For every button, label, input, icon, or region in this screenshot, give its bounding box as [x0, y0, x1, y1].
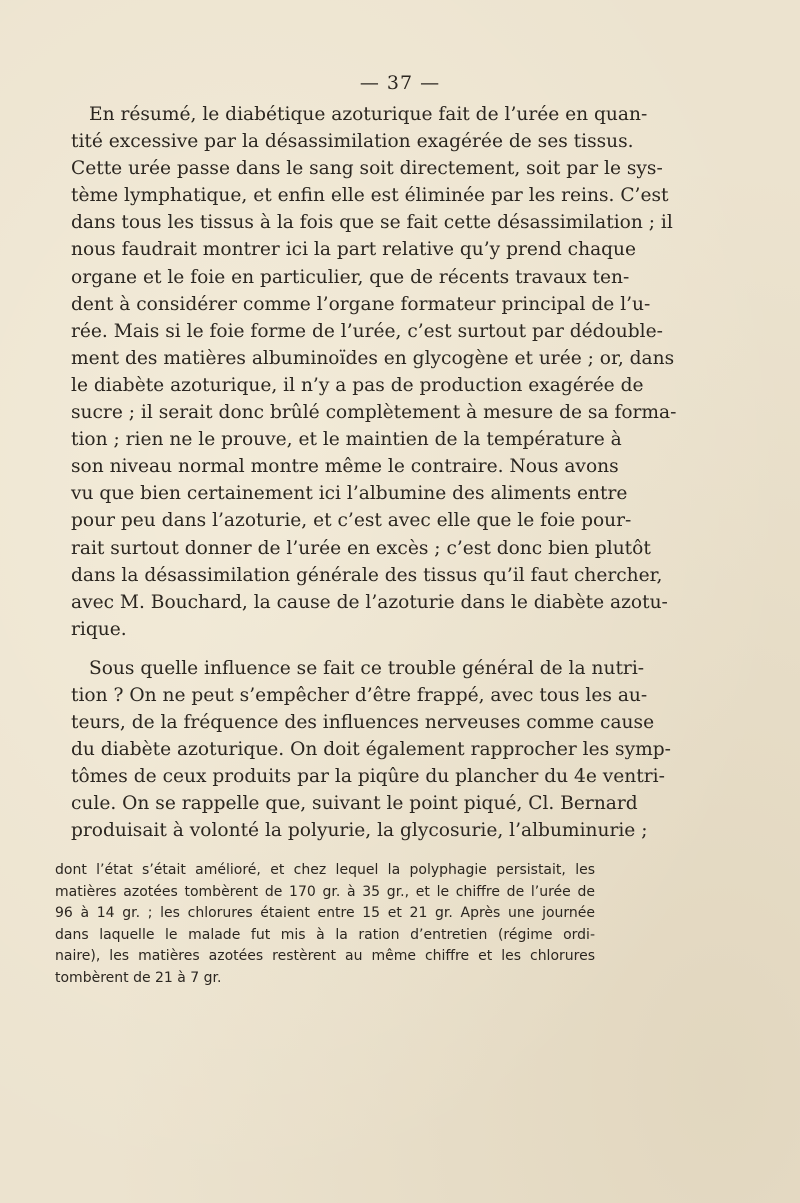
- text-line: son niveau normal montre même le contraire. Nous avons: [71, 456, 619, 478]
- paragraph-1: [55, 101, 677, 643]
- text-line: tion ? On ne peut s’empêcher d’être frappé, avec tous les au-: [71, 684, 648, 706]
- text-line: produisait à volonté la polyurie, la glycosurie, l’albuminurie ;: [71, 820, 648, 842]
- page-number: — 37 —: [359, 72, 441, 94]
- text-line: rique.: [71, 618, 127, 640]
- text-line: du diabète azoturique. On doit également rapprocher les symp-: [71, 739, 671, 761]
- footnote-line: 96 à 14 gr. ; les chlorures étaient entre 15 et 21 gr. Après une journée: [55, 905, 595, 922]
- text-line: cule. On se rappelle que, suivant le point piqué, Cl. Bernard: [71, 793, 638, 815]
- text-line: nous faudrait montrer ici la part relative qu’y prend chaque: [71, 239, 637, 261]
- text-line: rée. Mais si le foie forme de l’urée, c’est surtout par dédouble-: [71, 320, 663, 342]
- text-line: tion ; rien ne le prouve, et le maintien de la température à: [71, 429, 622, 451]
- text-line: Sous quelle influence se fait ce trouble général de la nutri-: [89, 657, 645, 679]
- text-line: ment des matières albuminoïdes en glycogène et urée ; or, dans: [71, 347, 675, 369]
- text-line: dent à considérer comme l’organe formateur principal de l’u-: [71, 293, 651, 315]
- text-line: dans tous les tissus à la fois que se fait cette désassimilation ; il: [71, 212, 673, 234]
- text-line: Cette urée passe dans le sang soit directement, soit par le sys-: [71, 158, 663, 180]
- footnote-line: tombèrent de 21 à 7 gr.: [55, 969, 222, 986]
- body-text: [55, 101, 677, 845]
- text-line: En résumé, le diabétique azoturique fait de l’urée en quan-: [89, 104, 648, 125]
- text-line: avec M. Bouchard, la cause de l’azoturie dans le diabète azotu-: [71, 591, 668, 613]
- paragraph-2: [55, 655, 671, 845]
- footnote-line: dans laquelle le malade fut mis à la ration d’entretien (régime ordi-: [55, 926, 595, 943]
- text-line: tité excessive par la désassimilation exagérée de ses tissus.: [71, 131, 634, 153]
- text-line: le diabète azoturique, il n’y a pas de production exagérée de: [71, 374, 644, 396]
- text-line: tème lymphatique, et enfin elle est éliminée par les reins. C’est: [71, 185, 669, 207]
- text-line: vu que bien certainement ici l’albumine des aliments entre: [71, 483, 628, 505]
- text-line: teurs, de la fréquence des influences nerveuses comme cause: [71, 712, 655, 734]
- footnote-line: matières azotées tombèrent de 170 gr. à 35 gr., et le chiffre de l’urée de: [55, 883, 595, 900]
- footnote-line: naire), les matières azotées restèrent au même chiffre et les chlorures: [55, 948, 595, 965]
- text-line: sucre ; il serait donc brûlé complètement à mesure de sa forma-: [71, 402, 677, 424]
- text-line: pour peu dans l’azoturie, et c’est avec elle que le foie pour-: [71, 510, 632, 532]
- text-line: rait surtout donner de l’urée en excès ; c’est donc bien plutôt: [71, 537, 651, 559]
- text-line: tômes de ceux produits par la piqûre du plancher du 4e ventri-: [71, 766, 665, 788]
- footnote-line: dont l’état s’était amélioré, et chez lequel la polyphagie persistait, les: [55, 862, 595, 878]
- footnote: [55, 860, 595, 990]
- text-line: organe et le foie en particulier, que de récents travaux ten-: [71, 266, 630, 288]
- text-line: dans la désassimilation générale des tissus qu’il faut chercher,: [71, 564, 663, 586]
